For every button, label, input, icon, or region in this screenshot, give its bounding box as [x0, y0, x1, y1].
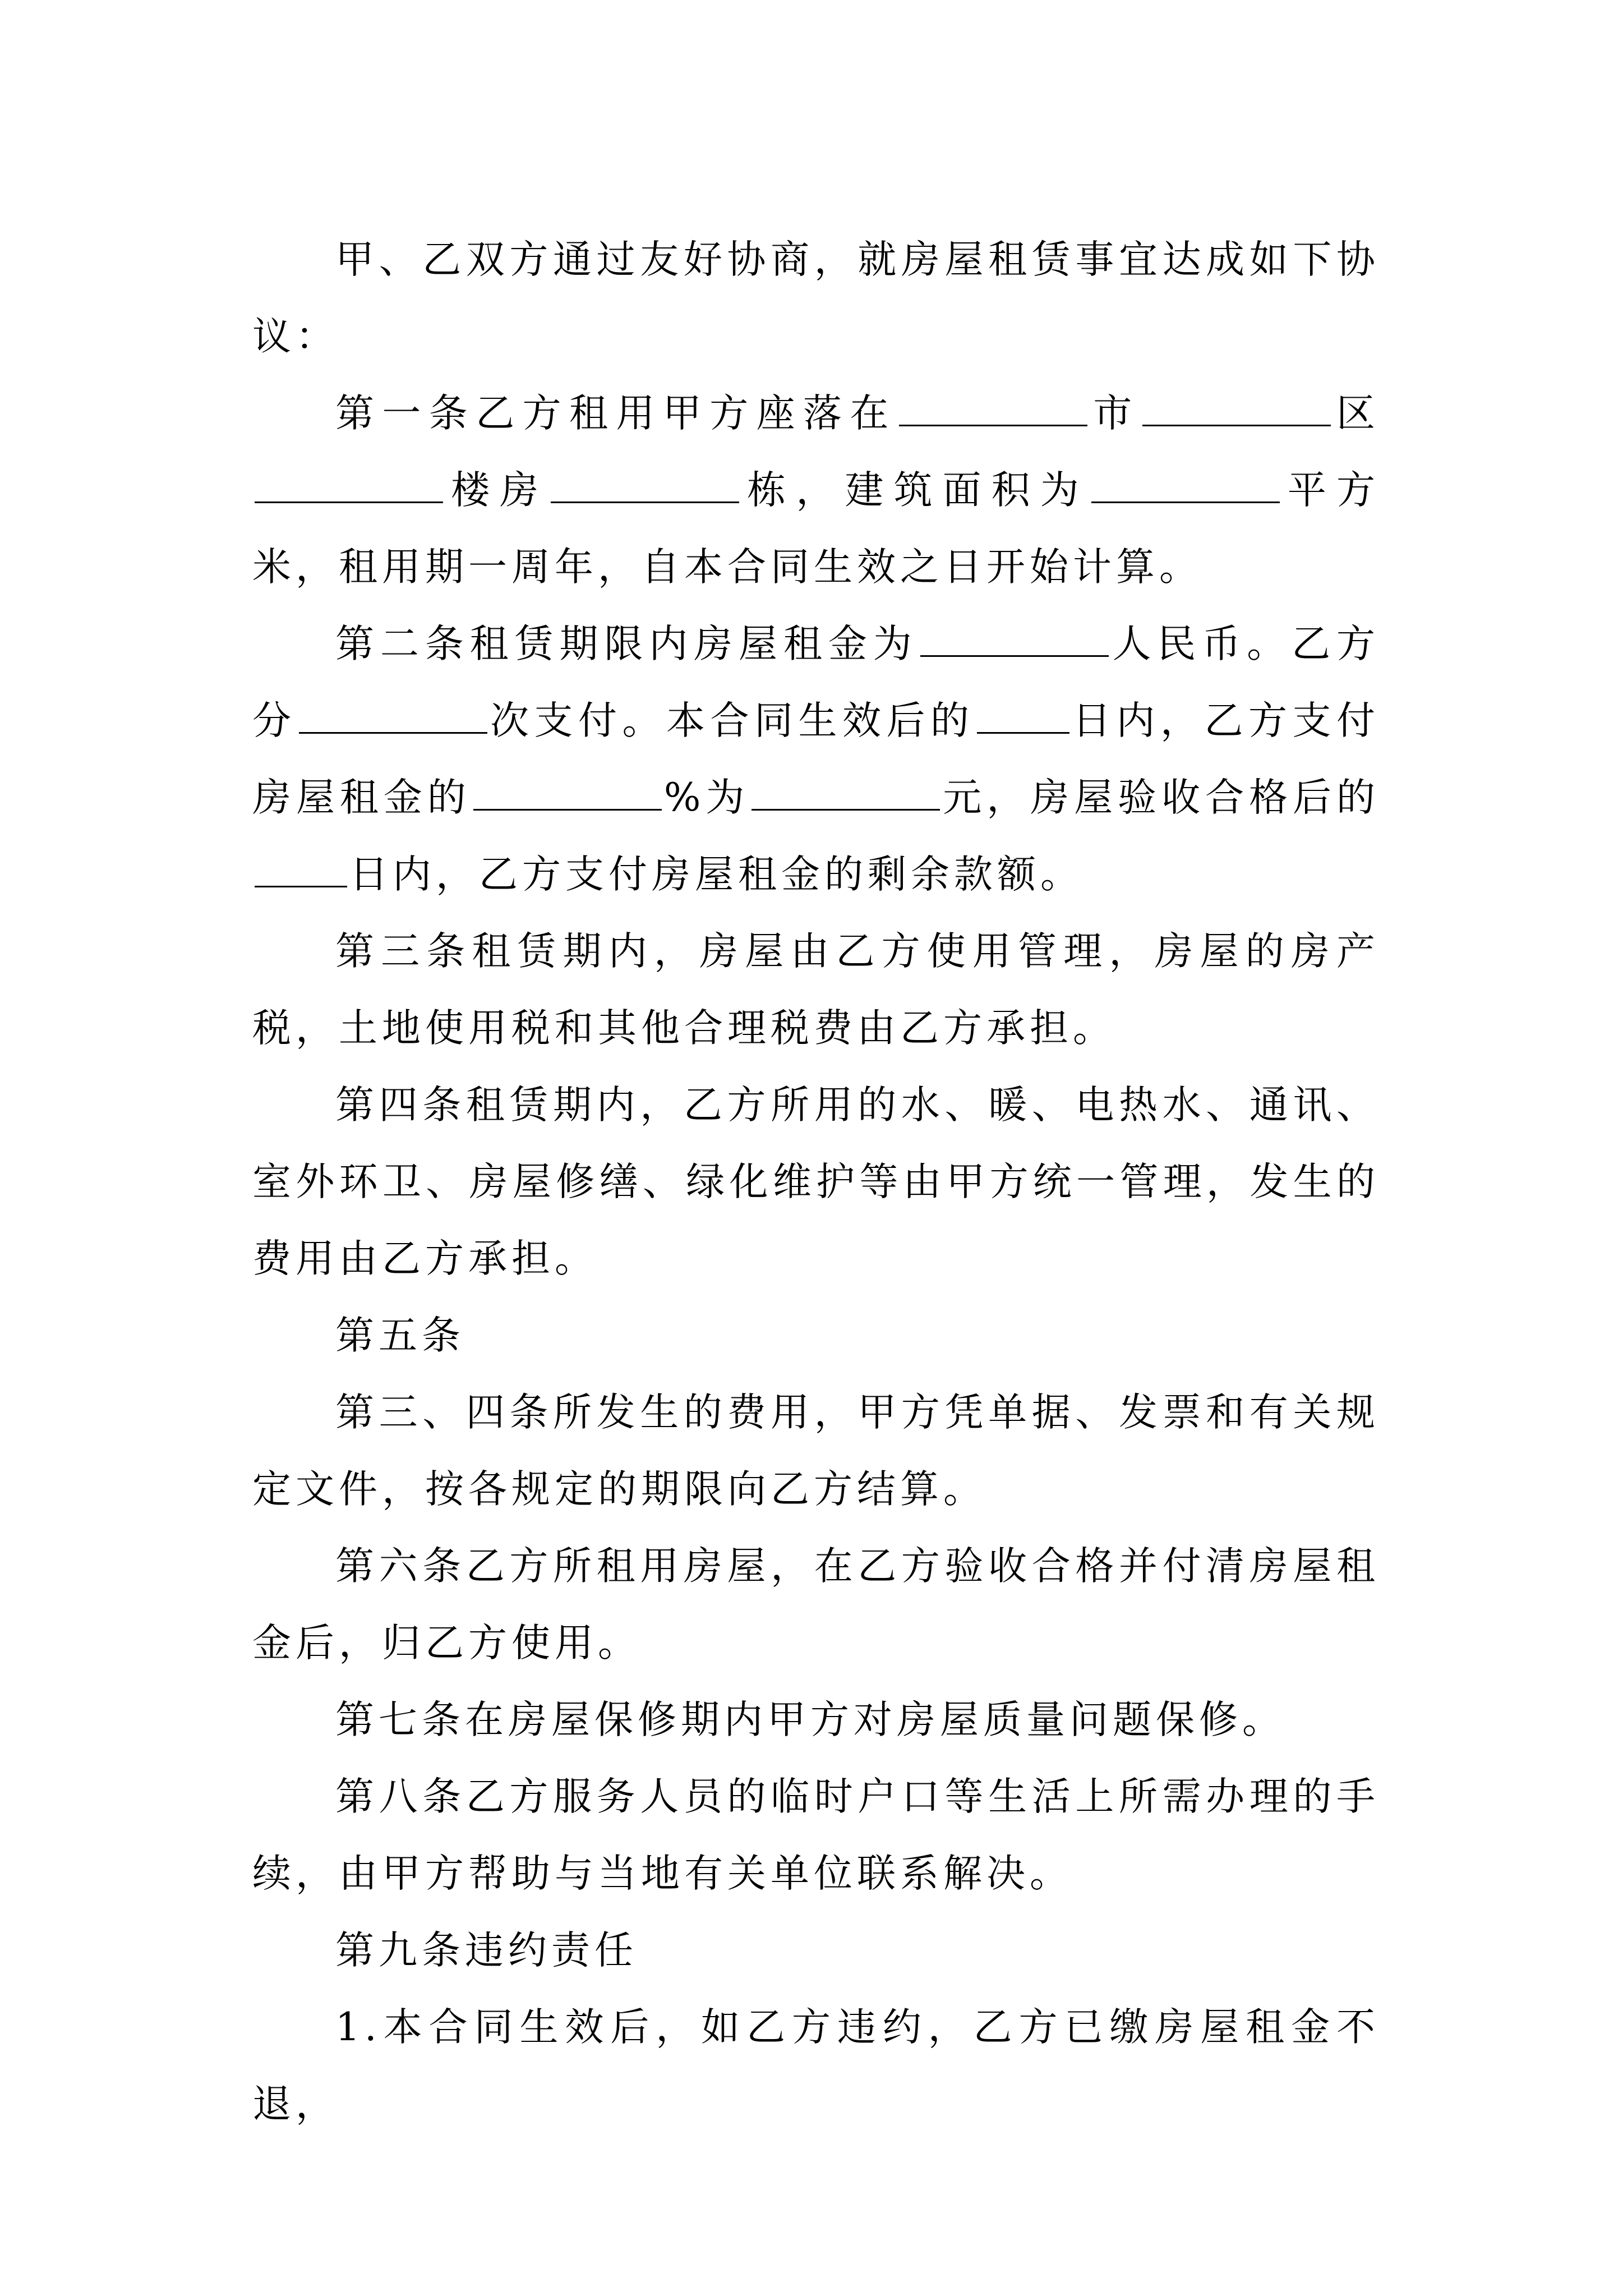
- text-segment: 第七条在房屋保修期内甲方对房屋质量问题保修。: [335, 1697, 1285, 1742]
- text-segment: 第三条租赁期内，房屋由乙方使用管理，房屋的房产税，土地使用税和其他合理税费由乙方承担。: [252, 929, 1380, 1051]
- fill-blank-unit: [551, 469, 739, 503]
- text-segment: 栋，建筑面积为: [741, 468, 1089, 513]
- text-segment: 第九条违约责任: [335, 1928, 638, 1973]
- fill-blank-installments: [299, 700, 487, 734]
- fill-blank-days: [977, 700, 1069, 734]
- text-segment: %为: [663, 775, 750, 820]
- text-segment: 第八条乙方服务人员的临时户口等生活上所需办理的手续，由甲方帮助与当地有关单位联系解决。: [252, 1774, 1380, 1896]
- text-segment: 甲、乙双方通过友好协商，就房屋租赁事宜达成如下协议：: [252, 237, 1380, 359]
- fill-blank-rent: [920, 623, 1109, 657]
- paragraph-intro: [252, 222, 1380, 375]
- paragraph-article-2: [252, 606, 1380, 913]
- text-segment: 日内，乙方支付房屋租金的剩余款额。: [349, 852, 1083, 897]
- text-segment: 人民币。乙方分: [252, 622, 1380, 743]
- paragraph-article-9-title: [252, 1912, 1380, 1989]
- paragraph-article-8: [252, 1759, 1380, 1912]
- text-segment: 第五条: [335, 1313, 465, 1358]
- paragraph-article-5-body: [252, 1374, 1380, 1528]
- fill-blank-city: [899, 392, 1087, 426]
- paragraph-article-5-title: [252, 1297, 1380, 1374]
- fill-blank-amount: [751, 776, 940, 811]
- fill-blank-district: [1142, 392, 1331, 426]
- text-segment: 市: [1089, 391, 1140, 436]
- text-segment: 1.本合同生效后，如乙方违约，乙方已缴房屋租金不退，: [252, 2005, 1380, 2127]
- fill-blank-building: [255, 469, 443, 503]
- paragraph-article-7: [252, 1682, 1380, 1759]
- text-segment: 第三、四条所发生的费用，甲方凭单据、发票和有关规定文件，按各规定的期限向乙方结算。: [252, 1390, 1380, 1512]
- text-segment: 元，房屋验收合格后的: [942, 775, 1380, 820]
- text-segment: 第六条乙方所租用房屋，在乙方验收合格并付清房屋租金后，归乙方使用。: [252, 1544, 1380, 1665]
- text-segment: 次支付。本合同生效后的: [489, 698, 975, 743]
- fill-blank-percent: [473, 776, 662, 811]
- text-segment: 平方米，租用期一周年，自本合同生效之日开始计算。: [252, 468, 1380, 590]
- paragraph-article-9-item-1: [252, 1989, 1380, 2143]
- fill-blank-days-after: [255, 853, 347, 887]
- text-segment: 区: [1332, 391, 1380, 436]
- text-segment: 楼房: [445, 468, 549, 513]
- paragraph-article-1: [252, 375, 1380, 606]
- text-segment: 第四条租赁期内，乙方所用的水、暖、电热水、通讯、室外环卫、房屋修缮、绿化维护等由甲方统一管理，发生的费用由乙方承担。: [252, 1083, 1380, 1281]
- paragraph-article-3: [252, 913, 1380, 1067]
- text-segment: 日内，乙方支付房屋租金的: [252, 698, 1380, 820]
- paragraph-article-6: [252, 1528, 1380, 1682]
- text-segment: 第一条乙方租用甲方座落在: [335, 391, 897, 436]
- contract-body: [252, 222, 1380, 2143]
- paragraph-article-4: [252, 1067, 1380, 1297]
- fill-blank-area: [1091, 469, 1280, 503]
- text-segment: 第二条租赁期限内房屋租金为: [335, 622, 918, 666]
